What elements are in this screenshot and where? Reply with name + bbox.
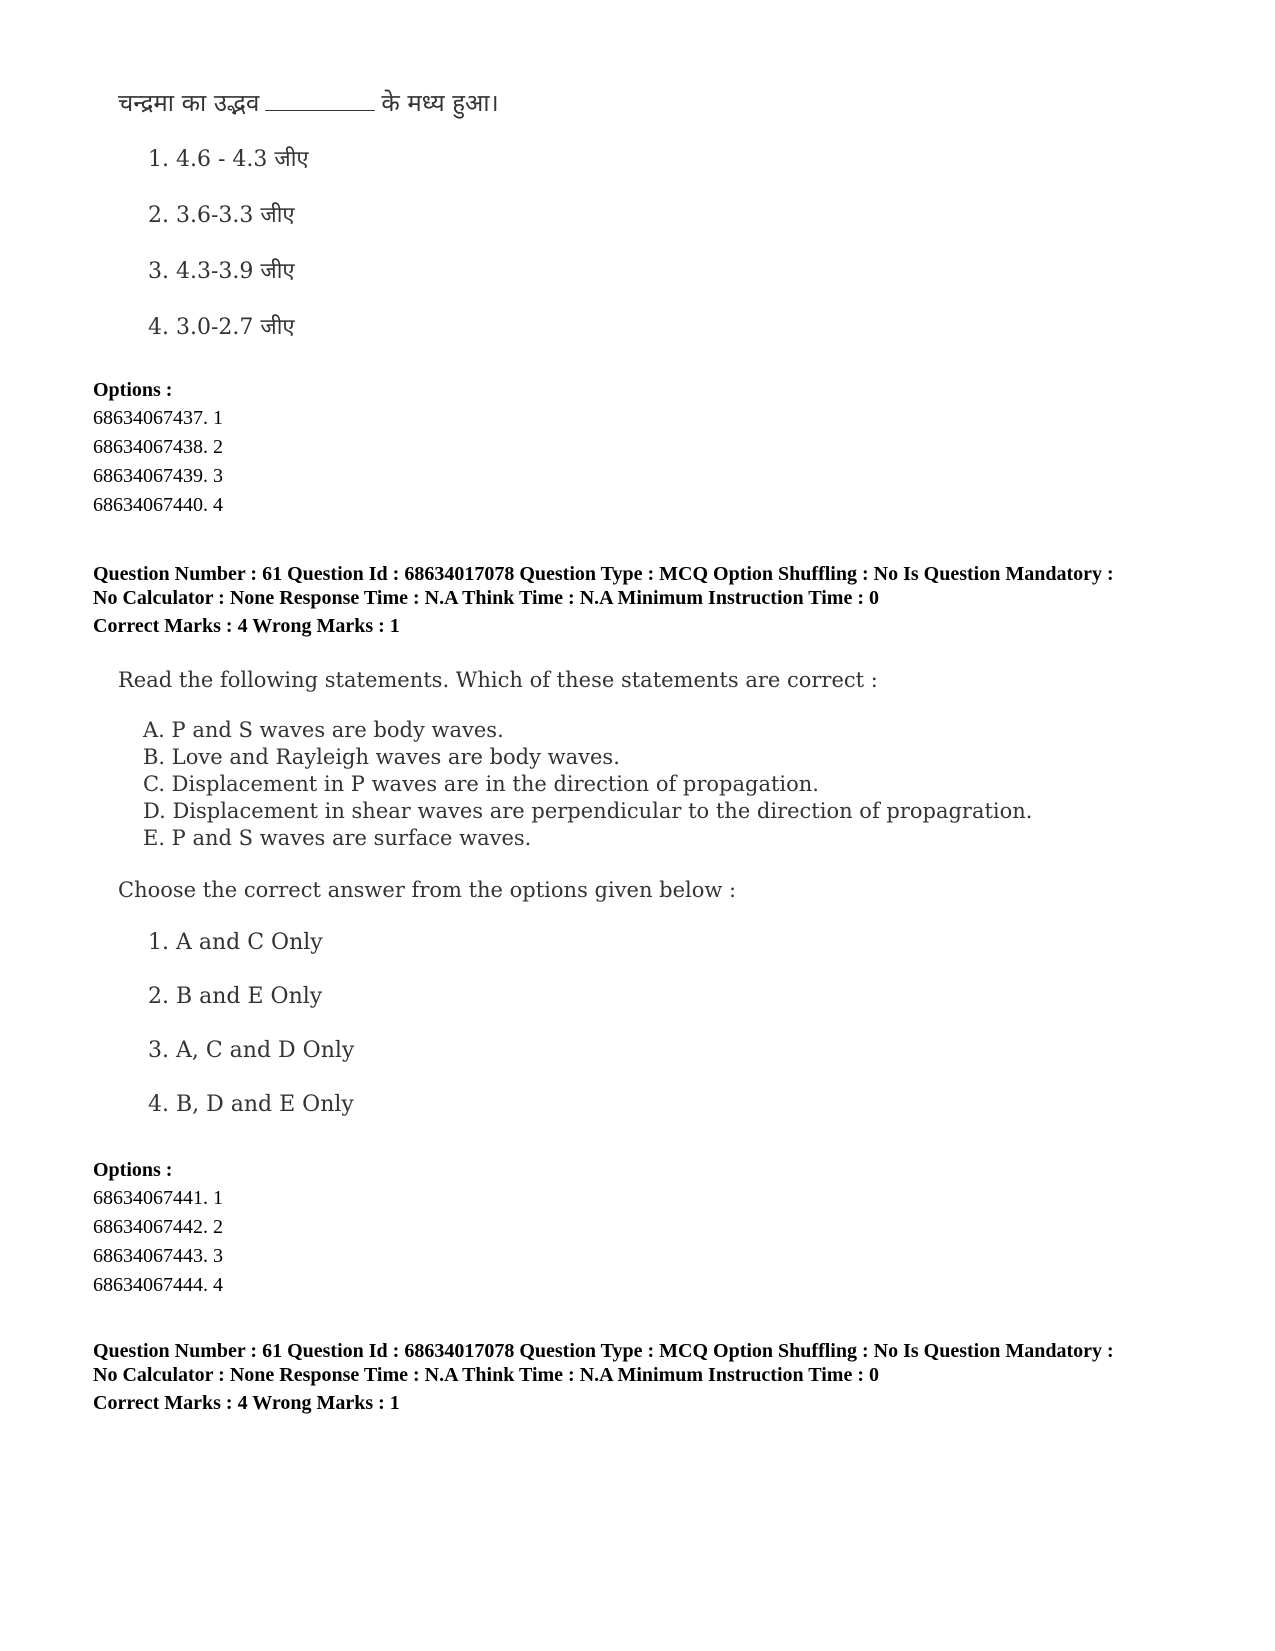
q60-choice-1: 1. 4.6 - 4.3 जीए	[148, 147, 309, 172]
q60-stem-prefix: चन्द्रमा का उद्भव	[118, 89, 260, 117]
q60-options	[93, 378, 223, 522]
q61-choice-1: 1. A and C Only	[148, 930, 323, 955]
q61-option-2: 68634067442. 2	[93, 1216, 223, 1238]
q60-option-3: 68634067439. 3	[93, 465, 223, 487]
q61-statement-c: C. Displacement in P waves are in the direction of propagation.	[143, 772, 819, 796]
q60-stem-suffix: के मध्य हुआ।	[381, 89, 499, 117]
q61-repeat-meta-line2: No Calculator : None Response Time : N.A Think Time : N.A Minimum Instruction Time : 0	[93, 1364, 879, 1386]
q61-repeat-marks: Correct Marks : 4 Wrong Marks : 1	[93, 1392, 400, 1414]
q61-options-label: Options :	[93, 1159, 173, 1181]
q61-choose: Choose the correct answer from the options given below :	[118, 878, 737, 902]
q61-option-1: 68634067441. 1	[93, 1187, 223, 1209]
q61-statement-d: D. Displacement in shear waves are perpendicular to the direction of propagration.	[143, 799, 1033, 823]
q61-intro: Read the following statements. Which of these statements are correct :	[118, 668, 878, 692]
q61-option-3: 68634067443. 3	[93, 1245, 223, 1267]
q60-choice-4: 4. 3.0-2.7 जीए	[148, 315, 295, 340]
q61-statement-e: E. P and S waves are surface waves.	[143, 826, 532, 850]
q60-stem	[118, 86, 499, 119]
q61-meta-line2: No Calculator : None Response Time : N.A Think Time : N.A Minimum Instruction Time : 0	[93, 587, 879, 609]
q61-meta-line1: Question Number : 61 Question Id : 68634017078 Question Type : MCQ Option Shuffling : No Is Question Mandatory :	[93, 563, 1114, 585]
q61-statement-a: A. P and S waves are body waves.	[143, 718, 504, 742]
q60-choice-2: 2. 3.6-3.3 जीए	[148, 203, 295, 228]
q60-option-2: 68634067438. 2	[93, 436, 223, 458]
q61-choice-4: 4. B, D and E Only	[148, 1092, 354, 1117]
q61-statement-b: B. Love and Rayleigh waves are body waves.	[143, 745, 620, 769]
q61-repeat-meta-line1: Question Number : 61 Question Id : 68634017078 Question Type : MCQ Option Shuffling : No Is Question Mandatory :	[93, 1340, 1114, 1362]
q60-option-4: 68634067440. 4	[93, 494, 223, 516]
q61-repeat-meta	[93, 1339, 1114, 1415]
q61-marks: Correct Marks : 4 Wrong Marks : 1	[93, 615, 400, 637]
q60-blank	[265, 108, 375, 111]
q61-option-4: 68634067444. 4	[93, 1274, 223, 1296]
q60-option-1: 68634067437. 1	[93, 407, 223, 429]
q61-meta	[93, 562, 1114, 638]
q60-options-label: Options :	[93, 379, 173, 401]
q61-choice-2: 2. B and E Only	[148, 984, 323, 1009]
q60-choice-3: 3. 4.3-3.9 जीए	[148, 259, 295, 284]
q61-options	[93, 1158, 223, 1302]
q61-choice-3: 3. A, C and D Only	[148, 1038, 355, 1063]
